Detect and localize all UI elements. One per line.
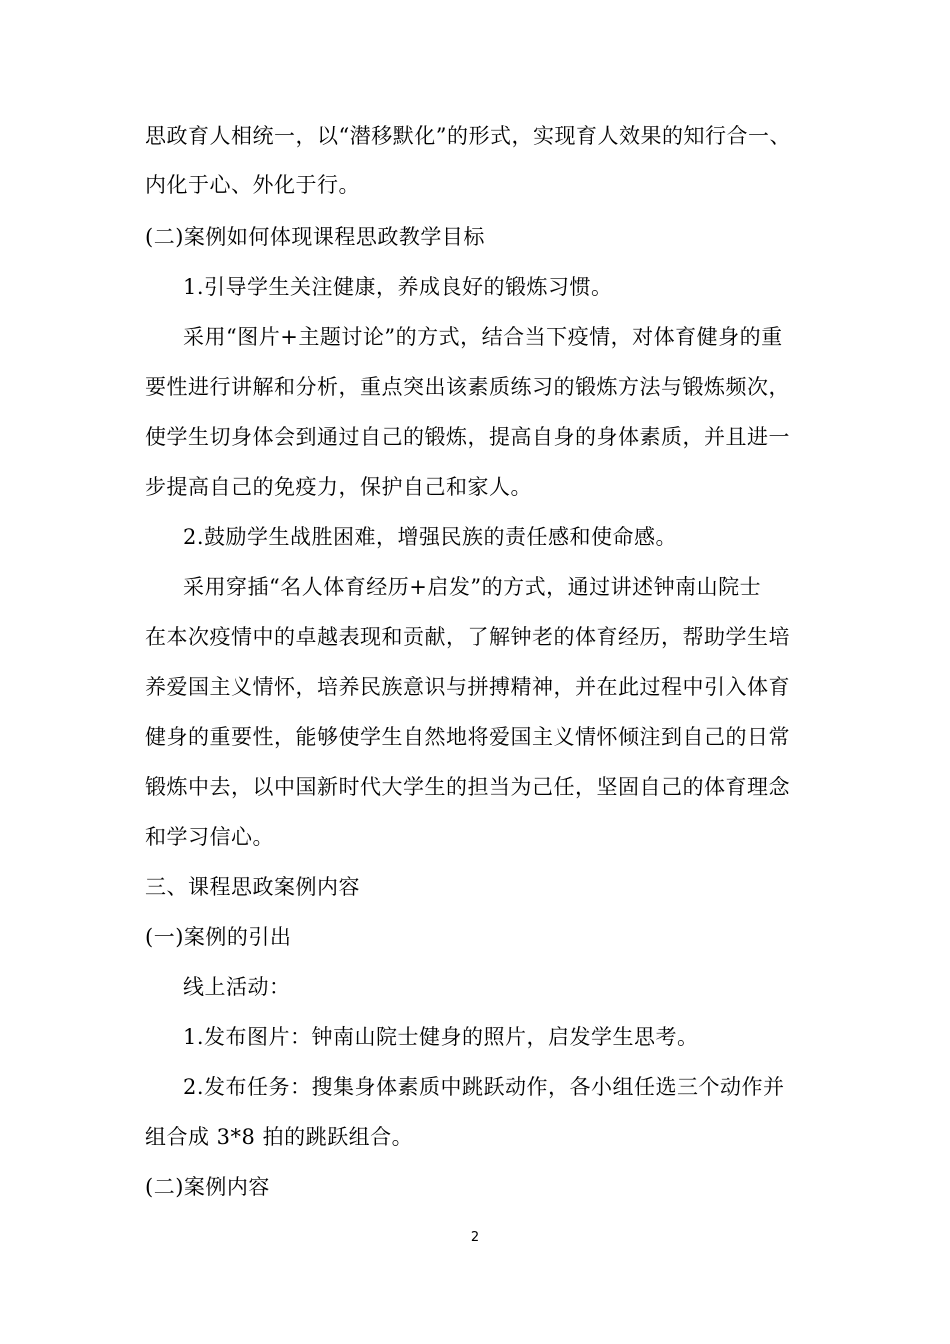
section-heading: 三、课程思政案例内容 [145,875,360,899]
section-heading: (二)案例内容 [145,1175,270,1199]
paragraph-line: 健身的重要性，能够使学生自然地将爱国主义情怀倾注到自己的日常 [145,725,790,749]
paragraph-line: 要性进行讲解和分析，重点突出该素质练习的锻炼方法与锻炼频次， [145,375,790,399]
paragraph-line: 锻炼中去，以中国新时代大学生的担当为己任，坚固自己的体育理念 [145,775,790,799]
paragraph-line: 思政育人相统一，以“潜移默化”的形式，实现育人效果的知行合一、 [145,124,791,148]
paragraph-line: 使学生切身体会到通过自己的锻炼，提高自身的身体素质，并且进一 [145,425,790,449]
numbered-item: 2.鼓励学生战胜困难，增强民族的责任感和使命感。 [183,525,678,549]
paragraph-line: 组合成 3*8 拍的跳跃组合。 [145,1125,414,1149]
numbered-item: 1.发布图片：钟南山院士健身的照片，启发学生思考。 [183,1025,699,1049]
paragraph-line: 步提高自己的免疫力，保护自己和家人。 [145,475,532,499]
paragraph-line: 和学习信心。 [145,825,274,849]
numbered-item: 2.发布任务：搜集身体素质中跳跃动作，各小组任选三个动作并 [183,1075,785,1099]
paragraph-line: 采用穿插“名人体育经历+启发”的方式，通过讲述钟南山院士 [183,575,762,599]
paragraph-line: 养爱国主义情怀，培养民族意识与拼搏精神，并在此过程中引入体育 [145,675,790,699]
paragraph-line: 在本次疫情中的卓越表现和贡献，了解钟老的体育经历，帮助学生培 [145,625,790,649]
page-number: 2 [470,1230,480,1245]
numbered-item: 1.引导学生关注健康，养成良好的锻炼习惯。 [183,275,613,299]
paragraph-line: 线上活动： [183,975,291,999]
section-heading: (二)案例如何体现课程思政教学目标 [145,225,485,249]
paragraph-line: 内化于心、外化于行。 [145,173,360,197]
paragraph-line: 采用“图片+主题讨论”的方式，结合当下疫情，对体育健身的重 [183,325,783,349]
section-heading: (一)案例的引出 [145,925,292,949]
